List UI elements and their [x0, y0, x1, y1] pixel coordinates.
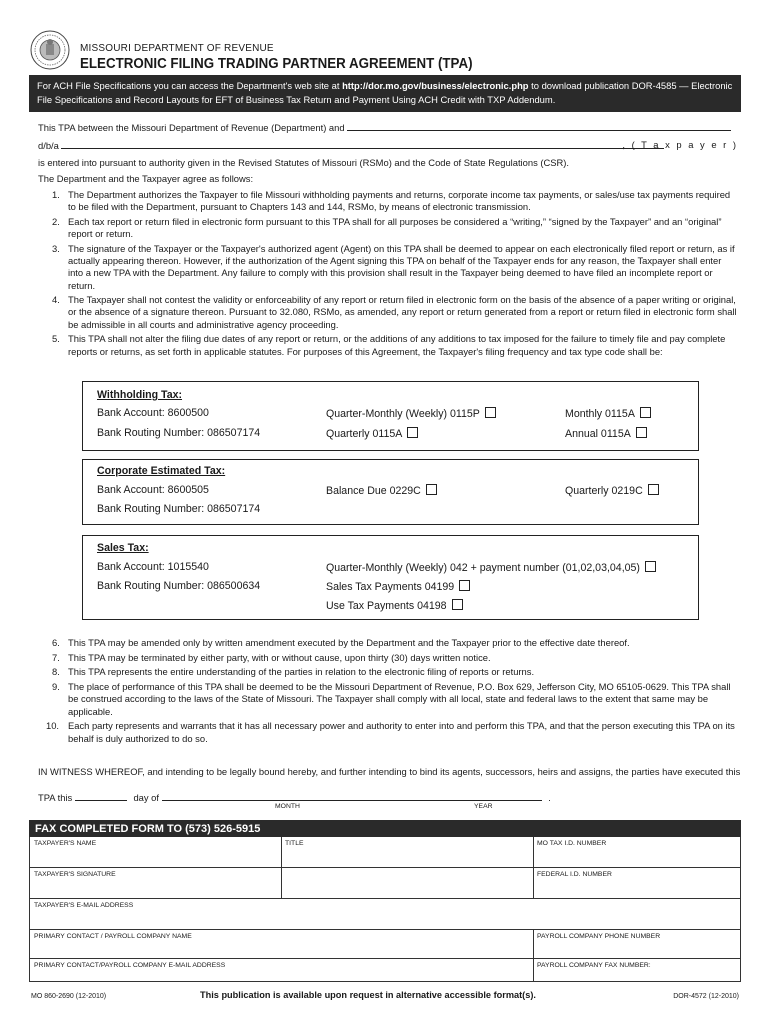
option-label: Monthly 0115A	[565, 408, 635, 420]
withholding-qm-weekly-option	[326, 407, 496, 422]
field-label: TAXPAYER'S E-MAIL ADDRESS	[34, 902, 134, 909]
term-text: Each tax report or return filed in electronic form pursuant to this TPA shall for all purposes be considered a “writing,” “signed by the Taxpayer” and an “original” report or return.	[68, 215, 722, 240]
term-text: This TPA may be terminated by either party, with or without cause, upon thirty (30) days written notice.	[68, 651, 491, 663]
term-text: The Taxpayer shall not contest the validity or enforceability of any report or return filed in electronic form on the basis of the absence of a paper writing or original, or the absence of a signature thereon. Pursuant to 32.080, RSMo, as amended, any report or return generated from a report or return filed in electronic form shall be admissible in all courts and administrative agency proceeding.	[68, 294, 737, 330]
banner-text-suffix: to download publication DOR-4585 — Electronic	[528, 80, 733, 91]
term-number: 2.	[52, 215, 60, 227]
intro-text: This TPA between the Missouri Department of Revenue (Department) and	[38, 122, 345, 133]
dba-field[interactable]	[61, 139, 664, 149]
withholding-heading: Withholding Tax:	[97, 389, 183, 401]
banner-line-2: File Specifications and Record Layouts for EFT of Business Tax Return and Payment Using ACH Credit with TXP Addendum.	[37, 93, 556, 105]
sales-tax-box	[82, 535, 699, 620]
state-seal-icon	[30, 30, 70, 70]
term-number: 8.	[52, 666, 60, 678]
field-label: FEDERAL I.D. NUMBER	[537, 871, 612, 878]
sales-tax-payments-checkbox[interactable]	[459, 580, 470, 591]
term-number: 7.	[52, 651, 60, 663]
withholding-routing-number: Bank Routing Number: 086507174	[97, 427, 261, 439]
sales-bank-account: Bank Account: 1015540	[97, 561, 209, 573]
option-label: Use Tax Payments 04198	[326, 600, 447, 612]
withholding-annual-checkbox[interactable]	[636, 427, 647, 438]
withholding-monthly-checkbox[interactable]	[640, 407, 651, 418]
grid-divider	[281, 837, 282, 899]
use-tax-payments-option	[326, 599, 463, 614]
mo-tax-id-field[interactable]	[533, 837, 740, 868]
field-label: TAXPAYER'S NAME	[34, 840, 97, 847]
primary-contact-field[interactable]	[30, 930, 533, 959]
intro-line-dba	[38, 139, 664, 152]
corporate-routing-number: Bank Routing Number: 086507174	[97, 503, 261, 515]
withholding-quarterly-option	[326, 427, 418, 442]
banner-text: For ACH File Specifications you can access the Department's web site at	[37, 80, 343, 91]
option-label: Annual 0115A	[565, 428, 631, 440]
term-number: 1.	[52, 189, 60, 200]
federal-id-field[interactable]	[533, 868, 740, 899]
term-number: 6.	[52, 637, 60, 648]
sales-routing-number: Bank Routing Number: 086500634	[97, 580, 261, 592]
corporate-balance-due-option	[326, 484, 437, 499]
month-label: MONTH	[275, 803, 300, 810]
agency-name: MISSOURI DEPARTMENT OF REVENUE	[80, 43, 274, 54]
tpa-this-label: TPA this	[38, 792, 73, 803]
term-number: 4.	[52, 294, 60, 306]
taxpayer-signature-field[interactable]	[30, 868, 281, 899]
term-number: 10.	[46, 720, 60, 732]
option-label: Balance Due 0229C	[326, 485, 421, 497]
accessibility-notice: This publication is available upon request in alternative accessible format(s).	[200, 990, 536, 1000]
corporate-heading: Corporate Estimated Tax:	[97, 465, 226, 477]
year-label: YEAR	[474, 803, 493, 810]
ach-info-banner	[29, 75, 741, 112]
taxpayer-name-field[interactable]	[30, 837, 281, 868]
term-item	[38, 333, 738, 357]
term-item	[38, 637, 738, 649]
form-number-left: MO 860-2690 (12-2010)	[31, 993, 107, 1000]
term-number: 9.	[52, 681, 60, 693]
day-of-label: day of	[133, 792, 159, 803]
term-text: Each party represents and warrants that it has all necessary power and authority to enter into and perform this TPA, and that the person executing this TPA on its behalf is duly authorized to do so.	[68, 720, 735, 744]
withholding-tax-box	[82, 381, 699, 451]
witness-statement: IN WITNESS WHEREOF, and intending to be legally bound hereby, and further intending to bind its agents, successors, heirs and assigns, the parties have executed this	[38, 766, 741, 777]
term-item	[38, 216, 738, 240]
withholding-monthly-option	[565, 407, 651, 422]
terms-list-b	[38, 637, 738, 747]
term-item	[38, 720, 738, 744]
withholding-annual-option	[565, 427, 647, 442]
period-mark: .	[548, 792, 551, 803]
use-tax-payments-checkbox[interactable]	[452, 599, 463, 610]
corporate-balance-due-checkbox[interactable]	[426, 484, 437, 495]
withholding-qm-weekly-checkbox[interactable]	[485, 407, 496, 418]
field-label: PRIMARY CONTACT/PAYROLL COMPANY E-MAIL ADDRESS	[34, 962, 226, 969]
intro-line-3: is entered into pursuant to authority given in the Revised Statutes of Missouri (RSMo) and the Code of State Regulations (CSR).	[38, 157, 570, 168]
field-label: PAYROLL COMPANY FAX NUMBER:	[537, 962, 651, 969]
department-party-field[interactable]	[347, 121, 731, 131]
corporate-quarterly-checkbox[interactable]	[648, 484, 659, 495]
day-field[interactable]	[75, 791, 127, 801]
corporate-quarterly-option	[565, 484, 659, 499]
term-text: The signature of the Taxpayer or the Taxpayer's authorized agent (Agent) on this TPA shall be deemed to appear on each electronically filed report or return, as if actually appearing thereon. However, if the authorization of the Agent signing this TPA on behalf of the Taxpayer ends for any reason, the Taxpayer shall enter into a new TPA with the Department. Any failure to comply with this provision shall result in the Taxpayer being deemed to have filed an incomplete report or return.	[68, 242, 735, 291]
title-field[interactable]	[281, 837, 533, 868]
grid-divider	[533, 837, 534, 899]
form-title: ELECTRONIC FILING TRADING PARTNER AGREEMENT (TPA)	[80, 56, 473, 72]
term-item	[38, 666, 738, 678]
sales-tax-payments-option	[326, 580, 470, 595]
payroll-phone-field[interactable]	[533, 930, 740, 959]
grid-divider	[533, 930, 534, 982]
term-text: This TPA represents the entire understanding of the parties in relation to the electronic filing of reports or returns.	[68, 666, 535, 678]
withholding-bank-account: Bank Account: 8600500	[97, 407, 209, 419]
term-number: 3.	[52, 242, 60, 254]
month-year-field[interactable]	[162, 791, 542, 801]
intro-line-1	[38, 121, 731, 134]
taxpayer-label: , ( T a x p a y e r )	[622, 139, 738, 150]
intro-line-4: The Department and the Taxpayer agree as follows:	[38, 173, 254, 184]
term-number: 5.	[52, 333, 60, 345]
fax-instruction-bar: FAX COMPLETED FORM TO (573) 526-5915	[29, 820, 741, 837]
option-label: Quarter-Monthly (Weekly) 042 + payment number (01,02,03,04,05)	[326, 562, 640, 574]
corporate-bank-account: Bank Account: 8600505	[97, 484, 209, 496]
primary-email-field[interactable]	[30, 959, 533, 982]
withholding-quarterly-checkbox[interactable]	[407, 427, 418, 438]
option-label: Quarterly 0115A	[326, 428, 403, 440]
term-text: This TPA may be amended only by written amendment executed by the Department and the Taxpayer prior to the effective date thereof.	[68, 637, 630, 648]
taxpayer-info-grid	[29, 837, 741, 982]
terms-list-a	[38, 189, 738, 360]
taxpayer-email-field[interactable]	[30, 899, 740, 930]
term-text: The Department authorizes the Taxpayer to file Missouri withholding payments and returns, corporate income tax payments, or sales/use tax payments required to be filed with the Department, pursuant to Chapters 143 and 144, RSMo, by means of electronic transmission.	[68, 189, 731, 213]
field-label: PRIMARY CONTACT / PAYROLL COMPANY NAME	[34, 933, 192, 940]
term-text: The place of performance of this TPA shall be deemed to be the Missouri Department of Revenue, P.O. Box 629, Jefferson City, MO 65105-0629. This TPA shall be construed according to the laws of the State of Missouri. The Taxpayer shall comply with all local, state and federal laws to the extent that same may be applicable.	[68, 681, 731, 717]
signature-title-field[interactable]	[281, 868, 533, 899]
field-label: PAYROLL COMPANY PHONE NUMBER	[537, 933, 661, 940]
corporate-estimated-tax-box	[82, 459, 699, 525]
field-label: TITLE	[285, 840, 304, 847]
term-item	[38, 652, 738, 664]
term-item	[38, 681, 738, 718]
form-number-right: DOR-4572 (12-2010)	[673, 993, 739, 1000]
option-label: Quarter-Monthly (Weekly) 0115P	[326, 408, 480, 420]
term-item	[38, 243, 738, 292]
field-label: TAXPAYER'S SIGNATURE	[34, 871, 116, 878]
term-item	[38, 189, 738, 213]
sales-qm-weekly-option	[326, 561, 656, 576]
field-label: MO TAX I.D. NUMBER	[537, 840, 607, 847]
term-text: This TPA shall not alter the filing due dates of any report or return, or the additions of any additions to tax imposed for the failure to timely file and pay complete reports or returns, as set forth in applicable statutes. For purposes of this Agreement, the Taxpayer's filing frequency and tax type code shall be:	[68, 333, 726, 357]
dor-website-link[interactable]: http://dor.mo.gov/business/electronic.php	[342, 80, 529, 91]
sales-heading: Sales Tax:	[97, 542, 149, 554]
dba-label: d/b/a	[38, 140, 59, 151]
option-label: Quarterly 0219C	[565, 485, 643, 497]
sales-qm-weekly-checkbox[interactable]	[645, 561, 656, 572]
payroll-fax-field[interactable]	[533, 959, 740, 982]
term-item	[38, 294, 738, 331]
option-label: Sales Tax Payments 04199	[326, 581, 455, 593]
